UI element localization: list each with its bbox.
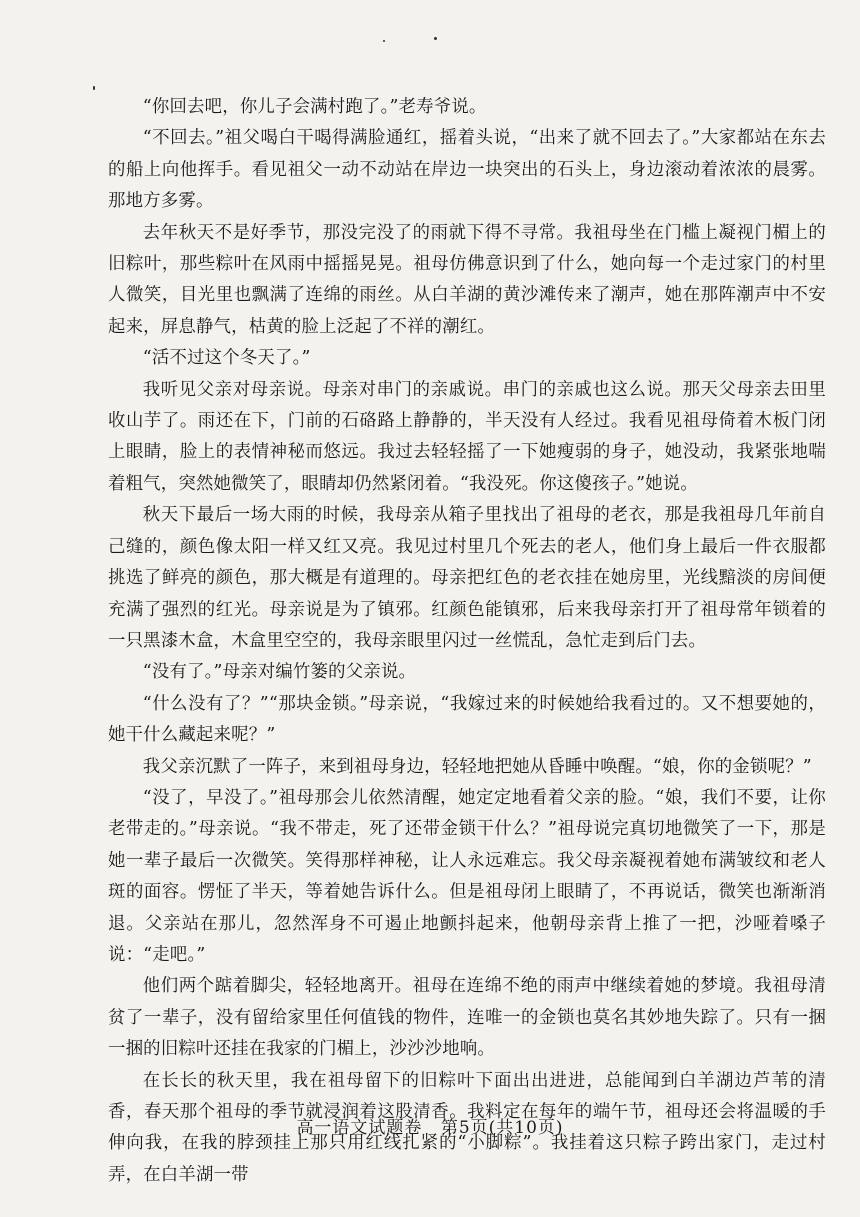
paragraph: 去年秋天不是好季节，那没完没了的雨就下得不寻常。我祖母坐在门槛上凝视门楣上的旧粽叶，那些粽叶在风雨中摇摇晃晃。祖母仿佛意识到了什么，她向每一个走过家门的村里人微笑，目光里也飘满了连绵的雨丝。从白羊湖的黄沙滩传来了潮声，她在那阵潮声中不安起来，屏息静气，枯黄的脸上泛起了不祥的潮红。 (108, 222, 826, 337)
scan-speck (93, 86, 95, 90)
paragraph: “活不过这个冬天了。” (142, 348, 311, 369)
paragraph: 他们两个踮着脚尖，轻轻地离开。祖母在连绵不绝的雨声中继续着她的梦境。我祖母清贫了一辈子，没有留给家里任何值钱的物件，连唯一的金锁也莫名其妙地失踪了。只有一捆一捆的旧粽叶还挂在我家的门楣上，沙沙沙地响。 (108, 976, 826, 1060)
paragraph: 在长长的秋天里，我在祖母留下的旧粽叶下面出出进进，总能闻到白羊湖边芦苇的清香，春天那个祖母的季节就浸润着这股清香。我料定在每年的端午节，祖母还会将温暖的手伸向我，在我的脖颈挂上那只用红线扎紧的“小脚粽”。我挂着这只粽子跨出家门，走过村弄，在白羊湖一带 (108, 1070, 826, 1185)
story-text (108, 92, 826, 1191)
paragraph: “什么没有了？”“那块金锁。”母亲说，“我嫁过来的时候她给我看过的。又不想要她的，她干什么藏起来呢？” (108, 693, 826, 746)
paragraph: 秋天下最后一场大雨的时候，我母亲从箱子里找出了祖母的老衣，那是我祖母几年前自己缝的，颜色像太阳一样又红又亮。我见过村里几个死去的老人，他们身上最后一件衣服都挑选了鲜亮的颜色，那大概是有道理的。母亲把红色的老衣挂在她房里，光线黯淡的房间便充满了强烈的红光。母亲说是为了镇邪。红颜色能镇邪，后来我母亲打开了祖母常年锁着的一只黑漆木盒，木盒里空空的，我母亲眼里闪过一丝慌乱，急忙走到后门去。 (108, 505, 826, 651)
page-number: 第5页(共10页) (440, 1118, 564, 1138)
paragraph: 我父亲沉默了一阵子，来到祖母身边，轻轻地把她从昏睡中唤醒。“娘，你的金锁呢？” (142, 756, 812, 777)
paragraph: “不回去。”祖父喝白干喝得满脸通红，摇着头说，“出来了就不回去了。”大家都站在东去的船上向他挥手。看见祖父一动不动站在岸边一块突出的石头上，身边滚动着浓浓的晨雾。那地方多雾。 (108, 128, 826, 212)
paragraph: 我听见父亲对母亲说。母亲对串门的亲戚说。串门的亲戚也这么说。那天父母亲去田里收山芋了。雨还在下，门前的石硌路上静静的，半天没有人经过。我看见祖母倚着木板门闭上眼睛，脸上的表情神秘而悠远。我过去轻轻摇了一下她瘦弱的身子，她没动，我紧张地喘着粗气，突然她微笑了，眼睛却仍然紧闭着。“我没死。你这傻孩子。”她说。 (108, 379, 826, 494)
page-footer (0, 1113, 860, 1138)
scan-speck (383, 40, 385, 42)
paragraph: “没了，早没了。”祖母那会儿依然清醒，她定定地看着父亲的脸。“娘，我们不要，让你老带走的。”母亲说。“我不带走，死了还带金锁干什么？”祖母说完真切地微笑了一下，那是她一辈子最后一次微笑。笑得那样神秘，让人永远难忘。我父母亲凝视着她布满皱纹和老人斑的面容。愣怔了半天，等着她告诉什么。但是祖母闭上眼睛了，不再说话，微笑也渐渐消退。父亲站在那儿，忽然浑身不可遏止地颤抖起来，他朝母亲背上推了一把，沙哑着嗓子说：“走吧。” (108, 787, 826, 965)
paragraph: “没有了。”母亲对编竹篓的父亲说。 (142, 662, 417, 683)
exam-title: 高一语文试题卷 (296, 1118, 423, 1138)
scan-speck (434, 37, 437, 40)
paragraph: “你回去吧，你儿子会满村跑了。”老寿爷说。 (142, 97, 487, 117)
